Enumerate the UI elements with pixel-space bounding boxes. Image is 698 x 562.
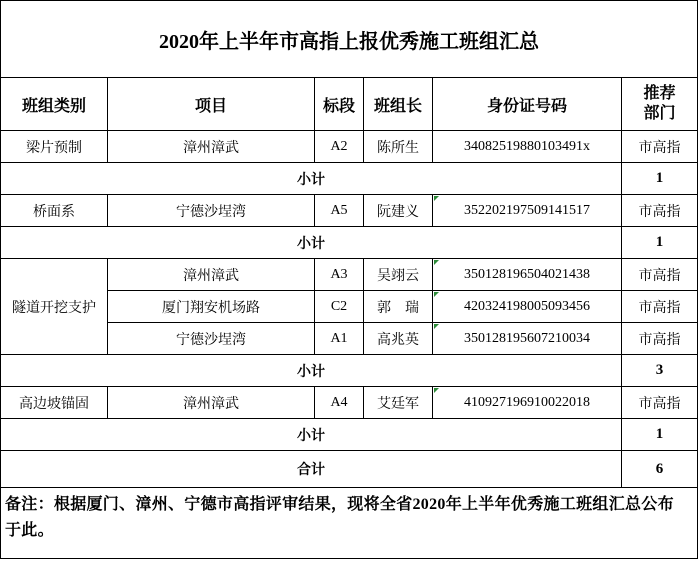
total-value: 6 [622, 451, 698, 488]
subtotal-label: 小计 [1, 355, 622, 387]
project-cell: 厦门翔安机场路 [108, 291, 315, 323]
footnote: 备注：根据厦门、漳州、宁德市高指评审结果，现将全省2020年上半年优秀施工班组汇总公布于此。 [1, 488, 698, 559]
project-cell: 宁德沙埕湾 [108, 195, 315, 227]
header-project: 项目 [108, 78, 315, 131]
section-cell: A1 [315, 323, 364, 355]
header-leader: 班组长 [364, 78, 433, 131]
id-number-cell [433, 387, 622, 419]
leader-cell: 阮建义 [364, 195, 433, 227]
id-number-text: 350128195607210034 [464, 330, 590, 346]
comment-marker [434, 292, 439, 297]
comment-marker [434, 388, 439, 393]
leader-cell: 吴翊云 [364, 259, 433, 291]
header-row [1, 78, 698, 131]
leader-cell: 陈所生 [364, 131, 433, 163]
id-number-text: 410927196910022018 [464, 394, 590, 410]
id-number-cell [433, 259, 622, 291]
subtotal-value: 1 [622, 227, 698, 259]
id-number-text: 420324198005093456 [464, 298, 590, 314]
project-cell: 漳州漳武 [108, 387, 315, 419]
section-cell: A3 [315, 259, 364, 291]
header-category: 班组类别 [1, 78, 108, 131]
category-cell: 梁片预制 [1, 131, 108, 163]
dept-cell: 市高指 [622, 387, 698, 419]
comment-marker [434, 324, 439, 329]
subtotal-value: 1 [622, 419, 698, 451]
subtotal-value: 3 [622, 355, 698, 387]
header-recommender-line1: 推荐 [643, 85, 676, 102]
id-number-cell [433, 291, 622, 323]
project-cell: 漳州漳武 [108, 131, 315, 163]
subtotal-row [1, 419, 698, 451]
header-recommender [622, 78, 698, 131]
dept-cell: 市高指 [622, 291, 698, 323]
header-recommender-line2: 部门 [643, 105, 676, 122]
table-row [1, 387, 698, 419]
dept-cell: 市高指 [622, 259, 698, 291]
subtotal-label: 小计 [1, 163, 622, 195]
category-cell: 高边坡锚固 [1, 387, 108, 419]
page-title: 2020年上半年市高指上报优秀施工班组汇总 [1, 1, 698, 78]
id-number-text: 352202197509141517 [464, 202, 590, 218]
id-number-cell [433, 323, 622, 355]
id-number-cell [433, 195, 622, 227]
table-row [1, 259, 698, 291]
leader-cell: 高兆英 [364, 323, 433, 355]
subtotal-row [1, 227, 698, 259]
dept-cell: 市高指 [622, 131, 698, 163]
subtotal-row [1, 355, 698, 387]
project-cell: 宁德沙埕湾 [108, 323, 315, 355]
project-cell: 漳州漳武 [108, 259, 315, 291]
subtotal-label: 小计 [1, 227, 622, 259]
header-section: 标段 [315, 78, 364, 131]
id-number-text: 350128196504021438 [464, 266, 590, 282]
section-cell: A4 [315, 387, 364, 419]
table-row [1, 195, 698, 227]
subtotal-label: 小计 [1, 419, 622, 451]
dept-cell: 市高指 [622, 195, 698, 227]
id-number-cell [433, 131, 622, 163]
leader-cell: 艾廷军 [364, 387, 433, 419]
section-cell: A5 [315, 195, 364, 227]
leader-cell: 郭 瑞 [364, 291, 433, 323]
section-cell: A2 [315, 131, 364, 163]
header-id-number: 身份证号码 [433, 78, 622, 131]
table-row [1, 131, 698, 163]
dept-cell: 市高指 [622, 323, 698, 355]
comment-marker [434, 260, 439, 265]
category-cell: 桥面系 [1, 195, 108, 227]
total-label: 合计 [1, 451, 622, 488]
category-cell: 隧道开挖支护 [1, 259, 108, 355]
section-cell: C2 [315, 291, 364, 323]
subtotal-value: 1 [622, 163, 698, 195]
id-number-text: 34082519880103491x [464, 138, 590, 154]
comment-marker [434, 196, 439, 201]
subtotal-row [1, 163, 698, 195]
total-row [1, 451, 698, 488]
